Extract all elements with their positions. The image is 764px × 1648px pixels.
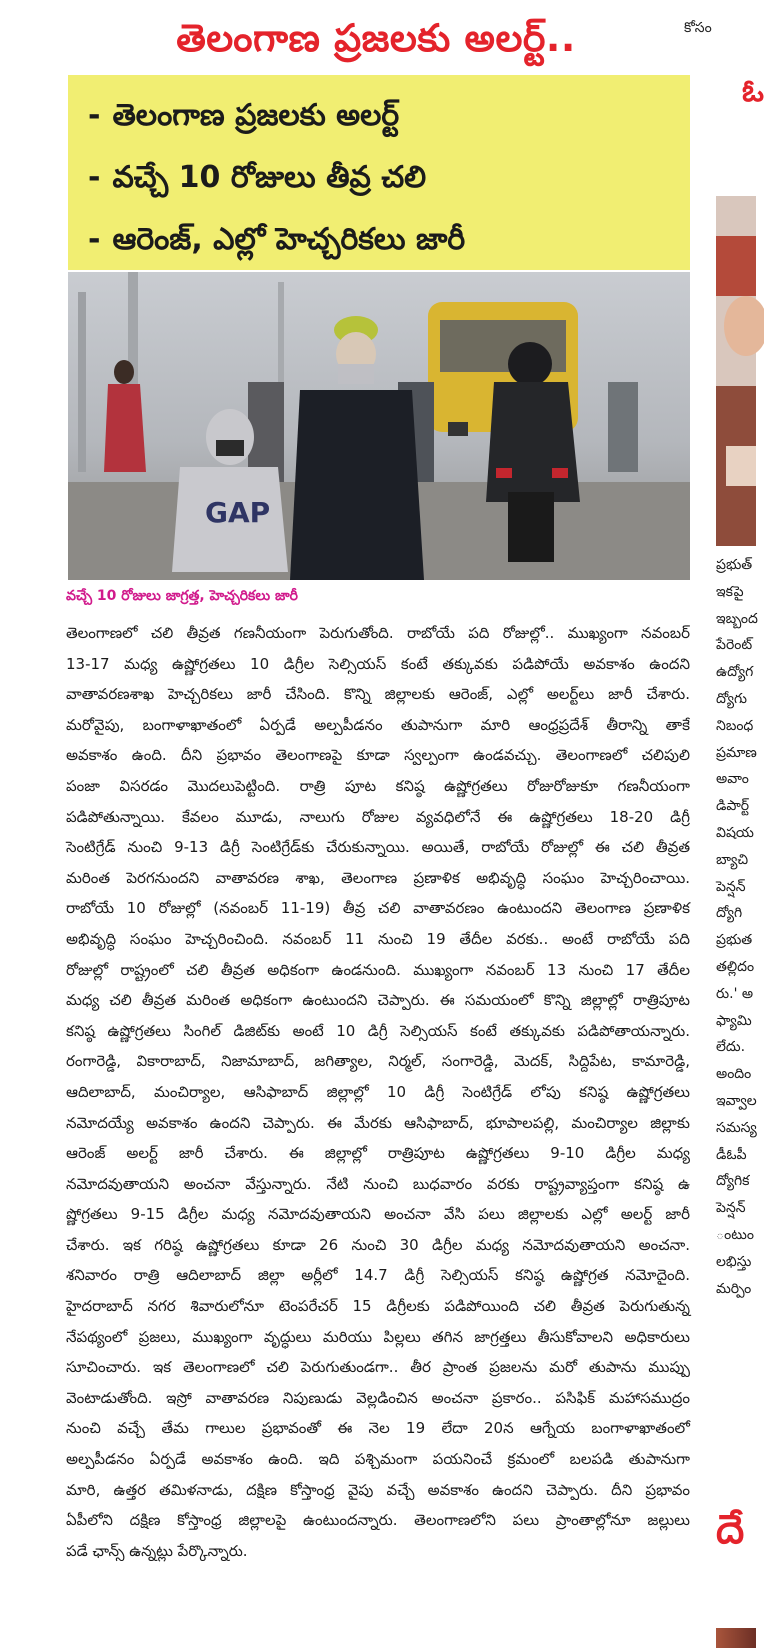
adjacent-column-line: విషయ (716, 824, 754, 841)
adjacent-column-line: సమస్య (716, 1119, 757, 1136)
adjacent-column-line: ఫ్యామి (716, 1012, 752, 1029)
adjacent-column-line: పెన్షన్ (716, 878, 746, 895)
highlights-box (68, 75, 690, 270)
article-line: రోజుల్లో రాష్ట్రంలో చలి తీవ్రత అధికంగా ఉండనుంది. ముఖ్యంగా నవంబర్ 13 నుంచి 17 తేదీల (66, 960, 690, 979)
adjacent-column-line: మర్పిం (716, 1280, 752, 1297)
adjacent-photo-illustration (716, 196, 756, 546)
adjacent-column-line: రు.' అ (716, 985, 754, 1002)
article-line: రంగారెడ్డి, వికారాబాద్, నిజామాబాద్, జగిత్యాల, నిర్మల్, సంగారెడ్డి, మెదక్, సిద్దిపేట, కామారెడ్డి, (66, 1052, 690, 1071)
tail-light (496, 468, 512, 478)
photo-illustration (68, 272, 690, 580)
adjacent-column-line: ఇకపై (716, 583, 744, 600)
highlight-item (88, 85, 690, 147)
article-line: ష్ణోగ్రతలు 9-15 డిగ్రీల మధ్య నమోదవుతాయని అంచనా వేసి పలు జిల్లాలకు ఎల్లో అలర్ట్ జారీ (66, 1205, 690, 1224)
adjacent-column-line: డీఓపీ (716, 1146, 747, 1163)
article-line: నమోదయ్యే అవకాశం ఉందని చెప్పారు. ఈ మేరకు ఆసిఫాబాద్, భూపాలపల్లి, మంచిర్యాల జిల్లాకు (66, 1113, 690, 1132)
article-line: వెంటాడుతోంది. ఇస్రో వాతావరణ నిపుణుడు వెల్లడించిన అంచనా ప్రకారం.. పసిఫిక్ మహాసముద్రం (66, 1388, 690, 1407)
highlight-dash: - (88, 222, 101, 257)
article-body (66, 618, 690, 1566)
article-line: శనివారం రాత్రి ఆదిలాబాద్ జిల్లా అర్లీలో 14.7 డిగ్రీ సెల్సియస్ కనిష్ఠ ఉష్ణోగ్రత నమోదైంది. (66, 1266, 690, 1285)
adjacent-column-line: ంటుం (716, 1226, 754, 1243)
article-line: నుంచి వచ్చే తేమ గాలుల ప్రభావంతో ఈ నెల 19 లేదా 20న ఆగ్నేయ బంగాళాఖాతంలో (66, 1419, 690, 1438)
hoodie-logo-text: GAP (205, 496, 271, 529)
adult-scarf (338, 364, 374, 384)
adjacent-column-line: పెన్షన్ (716, 1200, 746, 1217)
article-line: ఆదిలాబాద్, మంచిర్యాల, ఆసిఫాబాద్ జిల్లాల్లో 10 డిగ్రీ సెంటిగ్రేడ్ లోపు కనిష్ఠ ఉష్ణోగ్రతలు (66, 1082, 690, 1101)
adjacent-column-line: ద్యోగిక (716, 1173, 750, 1190)
article-line: 13-17 మధ్య ఉష్ణోగ్రతలు 10 డిగ్రీల సెల్సియస్ కంటే తక్కువకు పడిపోయే అవకాశం ఉందని (66, 654, 690, 673)
adult-jacket (290, 390, 424, 580)
highlight-dash: - (88, 160, 101, 195)
article-line: అల్పపీడనం ఏర్పడే అవకాశం ఉంది. ఇది పశ్చిమంగా పయనించే క్రమంలో బలపడి తుపానుగా (66, 1450, 690, 1469)
article-line: పడే ఛాన్స్ ఉన్నట్లు పేర్కొన్నారు. (66, 1541, 248, 1560)
article-line: మారి, ఉత్తర తమిళనాడు, దక్షిణ కోస్తాంధ్ర వైపు వచ్చే అవకాశం ఉందని చెప్పారు. దీని ప్రభావం (66, 1480, 690, 1499)
adjacent-column-line: లభిస్తు (716, 1253, 752, 1270)
news-photo-foggy-street (68, 272, 690, 580)
child-hood (206, 409, 254, 465)
article-line: హైదరాబాద్ నగర శివారులోనూ టెంపరేచర్ 15 డిగ్రీలకు పడిపోయింది చలి తీవ్రత పెరుగుతున్న (66, 1297, 690, 1316)
article-line: తెలంగాణలో చలి తీవ్రత గణనీయంగా పెరుగుతోంది. రాబోయే పది రోజుల్లో.. ముఖ్యంగా నవంబర్ (66, 624, 690, 642)
child-mask (216, 440, 244, 456)
bus-wheel (448, 422, 468, 436)
adjacent-heading-fragment: దే (716, 1507, 745, 1553)
adjacent-column-text: కోసం (684, 20, 712, 36)
adjacent-column (716, 552, 756, 1302)
article-line: మరింత పెరగనుందని వాతావరణ శాఖ, తెలంగాణ ప్రణాళిక అభివృద్ధి సంఘం హెచ్చరించాయి. (66, 868, 690, 887)
adjacent-column-line: ఇబ్బంద (716, 610, 758, 627)
adjacent-column-line: లేదు. (716, 1039, 746, 1056)
headline: తెలంగాణ ప్రజలకు అలర్ట్.. (176, 16, 576, 60)
highlight-dash: - (88, 98, 101, 133)
adjacent-column-line: బ్యాచి (716, 851, 749, 868)
person-red-clothes (104, 384, 146, 472)
article-line: చేశారు. ఇక గరిష్ఠ ఉష్ణోగ్రతలు కూడా 26 నుంచి 30 డిగ్రీల మధ్య నమోదవుతాయని అంచనా. (66, 1235, 690, 1254)
adjacent-headline-fragment: ఓ (742, 74, 764, 109)
adjacent-column-line: అవాం (716, 771, 749, 788)
adjacent-column-line: అందిం (716, 1066, 752, 1083)
article-line: ఆరెంజ్ అలర్ట్ జారీ చేశారు. ఈ జిల్లాల్లో రాత్రిపూట ఉష్ణోగ్రతలు 9-10 డిగ్రీల మధ్య (66, 1144, 690, 1163)
article-line: మరోవైపు, బంగాళాఖాతంలో ఏర్పడే అల్పపీడనం తుపానుగా మారి ఆంధ్రప్రదేశ్ తీరాన్ని తాకే (66, 715, 690, 734)
background-figure (608, 382, 638, 472)
article-line: వాతావరణశాఖ హెచ్చరికలు జారీ చేసింది. కొన్ని జిల్లాలకు ఆరెంజ్, ఎల్లో అలర్ట్‌లు జారీ చేశారు. (66, 685, 690, 704)
tree-trunk (78, 292, 86, 472)
highlight-text: ఆరెంజ్, ఎల్లో హెచ్చరికలు జారీ (112, 222, 466, 257)
article-line: సెంటిగ్రేడ్ నుంచి 9-13 డిగ్రీ సెంటిగ్రేడ్‌కు చేరుకున్నాయి. అయితే, రాబోయే రోజుల్లో ఈ చలి తీవ్రత (66, 838, 690, 857)
adjacent-column-line: ద్యోగి (716, 905, 743, 922)
person-head (114, 360, 134, 384)
adjacent-column-line: ఉద్యోగ (716, 664, 754, 681)
article-line: మధ్య చలి తీవ్రత మరింత అధికంగా ఉంటుందని చెప్పారు. ఈ సమయంలో కొన్ని జిల్లాల్లో రాత్రిపూట (66, 991, 690, 1010)
article-line: సూచించారు. ఇక తెలంగాణలో చలి పెరుగుతుండగా.. తీర ప్రాంత ప్రజలను మరో తుపాను ముప్పు (66, 1358, 690, 1377)
photo-caption: వచ్చే 10 రోజులు జాగ్రత్త, హెచ్చరికలు జారీ (66, 588, 298, 604)
highlight-item (88, 209, 690, 271)
rider-body (486, 382, 580, 502)
adjacent-column-line: ప్రభుత్ (716, 557, 753, 573)
adjacent-column-line: ప్రభుత (716, 932, 753, 949)
article-line: పంజా విసరడం మొదలుపెట్టింది. రాత్రి పూట కనిష్ఠ ఉష్ణోగ్రతలు రోజురోజుకూ గణనీయంగా (66, 776, 690, 795)
article-line: నమోదవుతాయని అంచనా వేస్తున్నారు. నేటి నుంచి బుధవారం వరకు రాష్ట్రవ్యాప్తంగా కనిష్ఠ ఉ (66, 1174, 690, 1193)
highlight-item (88, 147, 690, 209)
adjacent-column-line: ప్రమాణ (716, 744, 757, 761)
highlight-text: తెలంగాణ ప్రజలకు అలర్ట్ (112, 98, 400, 133)
adjacent-column-line: డిపార్ట్ (716, 798, 750, 815)
rider-helmet (508, 342, 552, 386)
motorcycle (508, 492, 554, 562)
article-line: నేపథ్యంలో ప్రజలు, ముఖ్యంగా వృద్ధులు మరియు పిల్లలు తగిన జాగ్రత్తలు తీసుకోవాలని అధికారులు (66, 1327, 690, 1346)
article-line: రాబోయే 10 రోజుల్లో (నవంబర్ 11-19) తీవ్ర చలి వాతావరణం ఉంటుందని తెలంగాణ ప్రణాళిక (66, 899, 690, 918)
article-line: అవకాశం ఉంది. దీని ప్రభావం తెలంగాణపై కూడా స్వల్పంగా ఉండవచ్చు. తెలంగాణలో చలిపులి (66, 746, 690, 765)
adjacent-column-line: ఇవ్వాల (716, 1092, 757, 1109)
adjacent-column-line: నిబంధ (716, 717, 754, 734)
highlight-text: వచ్చే 10 రోజులు తీవ్ర చలి (112, 160, 427, 195)
tail-light (552, 468, 568, 478)
article-line: అభివృద్ధి సంఘం హెచ్చరించింది. నవంబర్ 11 నుంచి 19 తేదీల వరకు.. అంటే రాబోయే పది (66, 929, 690, 948)
article-line: పడిపోతున్నాయి. కేవలం మూడు, నాలుగు రోజుల వ్యవధిలోనే ఈ ఉష్ణోగ్రతలు 18-20 డిగ్రీ (66, 807, 690, 826)
adjacent-column-line: పేరెంట్ (716, 637, 753, 654)
adjacent-thumbnail (716, 1628, 756, 1648)
article-line: ఏపీలోని దక్షిణ కోస్తాంధ్ర జిల్లాలపై ఉంటుందన్నారు. తెలంగాణలోని పలు ప్రాంతాల్లోనూ జల్లులు (66, 1511, 690, 1530)
adjacent-article-photo (716, 196, 756, 546)
adjacent-column-line: ద్యోగు (716, 690, 747, 707)
adjacent-column-line: తల్లిదం (716, 958, 755, 975)
article-line: కనిష్ఠ ఉష్ణోగ్రతలు సింగిల్ డిజిట్‌కు అంటే 10 డిగ్రీ సెల్సియస్ కంటే తక్కువకు పడిపోతాయన్నారు. (66, 1021, 690, 1040)
